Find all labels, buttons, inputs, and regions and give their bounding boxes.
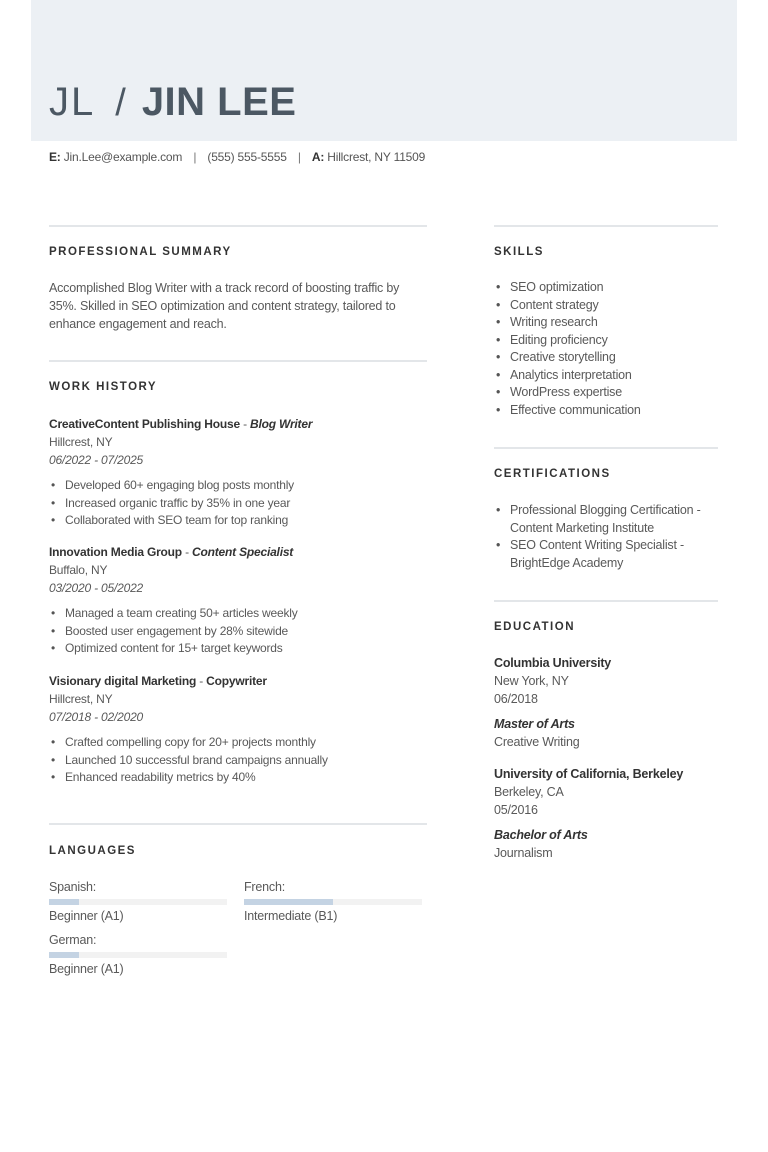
degree: Master of Arts (494, 717, 575, 731)
job-bullet: • Increased organic traffic by 35% in one year (49, 495, 429, 513)
name-initials: JL (49, 80, 96, 124)
job-entry (49, 544, 429, 658)
language-item (49, 931, 227, 978)
job-role: Blog Writer (250, 417, 313, 431)
name-heading (49, 80, 296, 130)
skill-item: • Writing research (494, 314, 718, 332)
skill-item: • Editing proficiency (494, 332, 718, 350)
job-entry (49, 673, 429, 787)
job-role: Copywriter (206, 674, 267, 688)
certification-item: • Professional Blogging Certification - Content Marketing Institute (494, 502, 716, 537)
degree: Bachelor of Arts (494, 828, 588, 842)
school-location: New York, NY (494, 674, 569, 688)
language-level: Intermediate (B1) (244, 909, 338, 923)
job-company: Visionary digital Marketing (49, 674, 197, 688)
certifications-list (494, 502, 716, 572)
language-item (49, 878, 227, 925)
section-divider (494, 600, 718, 602)
skill-item: • WordPress expertise (494, 384, 718, 402)
job-dates: 03/2020 - 05/2022 (49, 581, 144, 595)
language-name: Spanish: (49, 880, 97, 894)
job-bullet: • Managed a team creating 50+ articles weekly (49, 605, 429, 623)
skill-item: • Creative storytelling (494, 349, 718, 367)
contact-separator: | (297, 150, 301, 164)
job-dash: - (239, 417, 251, 431)
language-bar (244, 899, 422, 905)
skill-item: • Analytics interpretation (494, 367, 718, 385)
contact-separator: | (193, 150, 197, 164)
education-entry (494, 654, 718, 751)
job-role: Content Specialist (192, 545, 294, 559)
job-bullet: • Crafted compelling copy for 20+ projects monthly (49, 734, 429, 752)
contact-line (49, 150, 425, 164)
email-value: Jin.Lee@example.com (63, 150, 183, 164)
section-divider (494, 447, 718, 449)
job-dates: 07/2018 - 02/2020 (49, 710, 144, 724)
job-bullet: • Enhanced readability metrics by 40% (49, 769, 429, 787)
section-divider (494, 225, 718, 227)
summary-title: PROFESSIONAL SUMMARY (49, 246, 232, 258)
job-company: Innovation Media Group (49, 545, 182, 559)
address-label: A: (311, 150, 325, 164)
field-of-study: Journalism (494, 846, 553, 860)
job-company: CreativeContent Publishing House (49, 417, 240, 431)
job-bullet: • Collaborated with SEO team for top ranking (49, 512, 429, 530)
certifications-title: CERTIFICATIONS (494, 468, 611, 480)
section-divider (49, 823, 427, 825)
language-bar-fill (244, 899, 333, 905)
email-label: E: (49, 150, 61, 164)
full-name: JIN LEE (141, 80, 297, 124)
language-name: German: (49, 933, 97, 947)
language-bar (49, 952, 227, 958)
language-bar-fill (49, 899, 79, 905)
summary-text: Accomplished Blog Writer with a track record of boosting traffic by 35%. Skilled in SEO optimization and content strategy, tailored to enhance engagement and reach. (49, 281, 400, 331)
skill-item: • Content strategy (494, 297, 718, 315)
education-entry (494, 765, 718, 862)
language-level: Beginner (A1) (49, 909, 124, 923)
languages-title: LANGUAGES (49, 845, 136, 857)
job-location: Hillcrest, NY (49, 435, 113, 449)
job-bullet: • Optimized content for 15+ target keywords (49, 640, 429, 658)
job-location: Buffalo, NY (49, 563, 108, 577)
skill-item: • Effective communication (494, 402, 718, 420)
graduation-date: 06/2018 (494, 692, 538, 706)
language-bar (49, 899, 227, 905)
job-bullets (49, 605, 429, 658)
job-bullets (49, 477, 429, 530)
field-of-study: Creative Writing (494, 735, 580, 749)
job-entry (49, 416, 429, 530)
certification-item: • SEO Content Writing Specialist - BrightEdge Academy (494, 537, 716, 572)
section-divider (49, 225, 427, 227)
address-value: Hillcrest, NY 11509 (327, 150, 426, 164)
job-bullet: • Launched 10 successful brand campaigns annually (49, 752, 429, 770)
skills-list (494, 279, 718, 419)
name-separator: / (115, 82, 126, 124)
job-location: Hillcrest, NY (49, 692, 113, 706)
job-dash: - (196, 674, 207, 688)
phone-value: (555) 555-5555 (207, 150, 287, 164)
graduation-date: 05/2016 (494, 803, 538, 817)
section-divider (49, 360, 427, 362)
job-dash: - (181, 545, 193, 559)
language-name: French: (244, 880, 285, 894)
school-name: University of California, Berkeley (494, 767, 684, 781)
job-heading (49, 544, 429, 561)
language-bar-fill (49, 952, 79, 958)
work-history-title: WORK HISTORY (49, 381, 158, 393)
education-title: EDUCATION (494, 621, 576, 633)
job-bullets (49, 734, 429, 787)
language-item (244, 878, 422, 925)
school-name: Columbia University (494, 656, 612, 670)
skills-title: SKILLS (494, 246, 544, 258)
job-dates: 06/2022 - 07/2025 (49, 453, 144, 467)
job-bullet: • Developed 60+ engaging blog posts monthly (49, 477, 429, 495)
school-location: Berkeley, CA (494, 785, 564, 799)
job-heading (49, 416, 429, 433)
job-heading (49, 673, 429, 690)
skill-item: • SEO optimization (494, 279, 718, 297)
language-level: Beginner (A1) (49, 962, 124, 976)
job-bullet: • Boosted user engagement by 28% sitewide (49, 623, 429, 641)
